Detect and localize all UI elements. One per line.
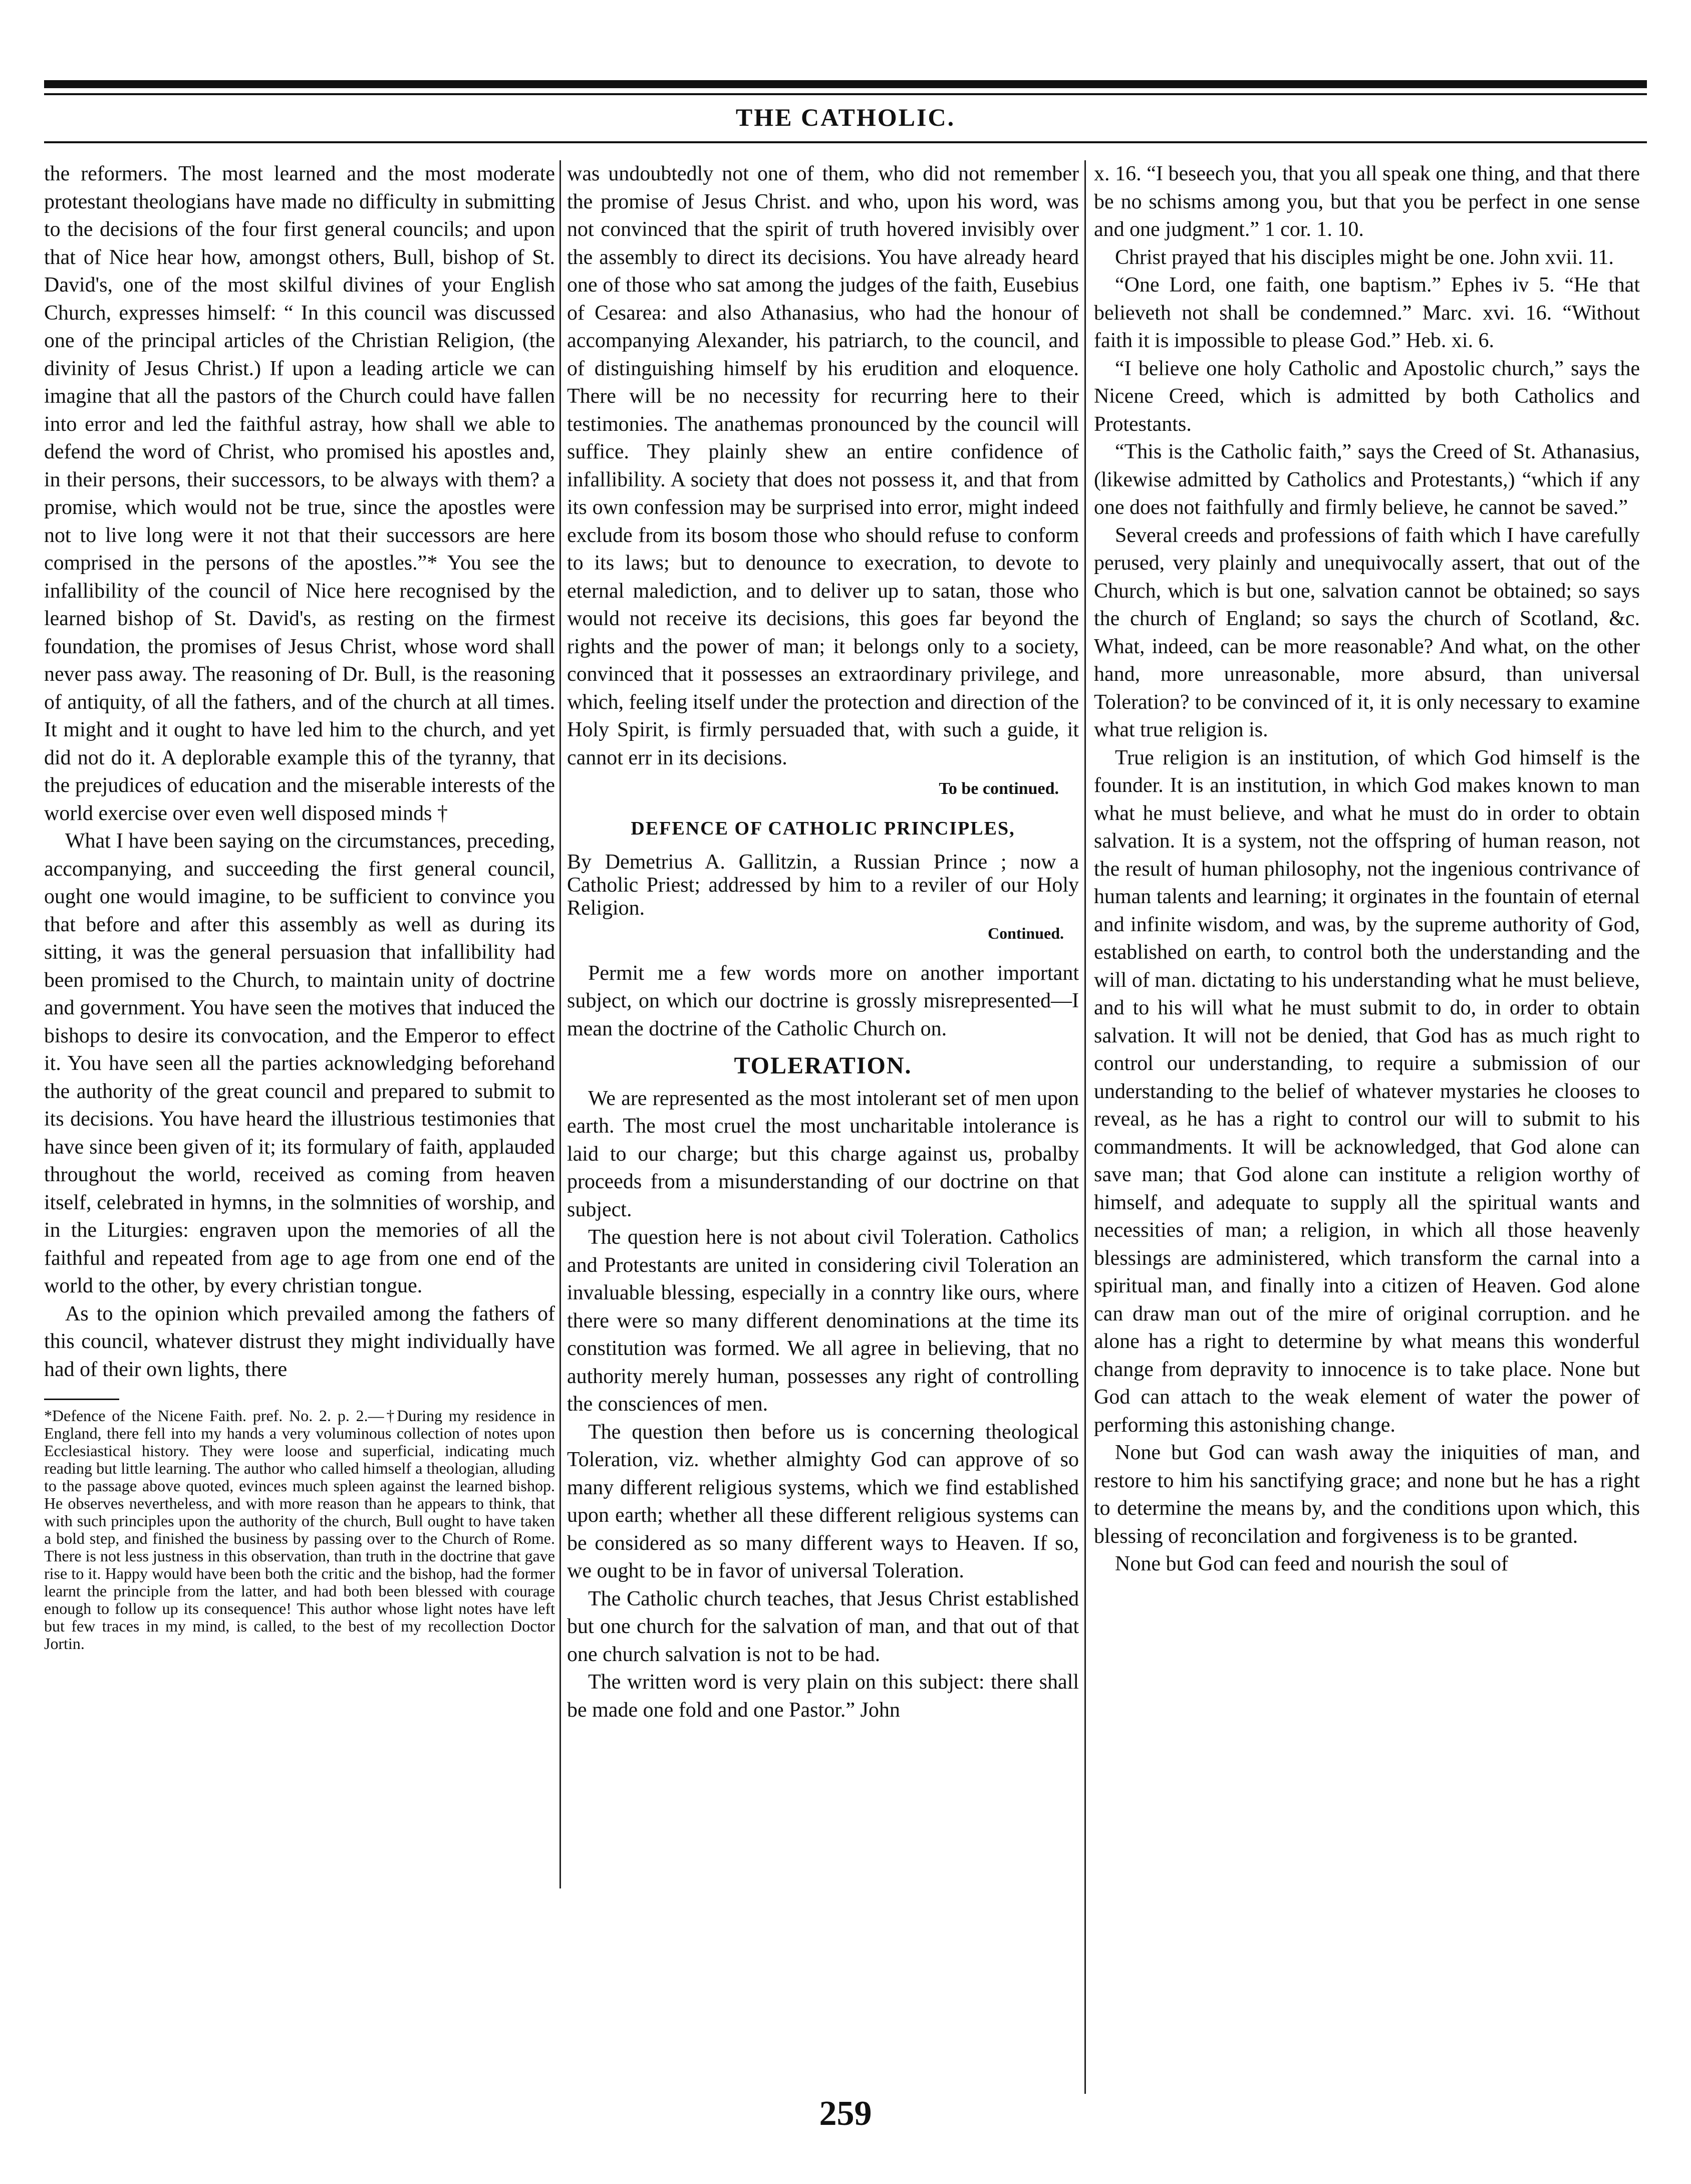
column-divider-2 (1084, 160, 1086, 2094)
article-byline: By Demetrius A. Gallitzin, a Russian Prince ; now a Catholic Priest; addressed by him to a reviler of our Holy Religion. (567, 851, 1079, 920)
col3-paragraph: None but God can wash away the iniquities of man, and restore to him his sanctifying grace; and none but he has a right to determine the means by, and the conditions upon which, this blessing of reconcilation and forgiveness is to be granted. (1094, 1441, 1640, 1548)
article-title: DEFENCE OF CATHOLIC PRINCIPLES, (631, 817, 1015, 839)
col3-paragraph: True religion is an institution, of which God himself is the founder. It is an institution, in which God makes known to man what he must believe, and what he must do in order to obtain salvation. It is a system, not the offspring of human reason, not the result of human philosophy, not the ingenious contrivance of human talents and learning; it orginates in the fountain of eternal and infinite wisdom, and was, by the supreme authority of God, established on earth, to control both the understanding and the will of man. dictating to his understanding what he must believe, and to his will what he must submit to do, in order to obtain salvation. It will not be denied, that God has as much right to control our understanding, to require a submission of our understanding to the belief of whatever mystaries he clooses to reveal, as he has a right to control our will to submit to his commandments. It will be acknowledged, that God alone can save man; that God alone can institute a religion worthy of himself, and adequate to supply all the spiritual wants and necessities of man; a religion, in which all those heavenly blessings are administered, which transform the carnal into a spiritual man, and finally into a citizen of Heaven. God alone can draw man out of the mire of original corruption. and he alone has a right to determine by what means this wonderful change from depravity to innocence is to take place. None but God can attach to the weak element of water the power of performing this astonishing change. (1094, 746, 1640, 1437)
masthead: THE CATHOLIC. (735, 103, 956, 131)
footnote: *Defence of the Nicene Faith. pref. No. 2. p. 2.—†During my residence in England, there fell into my hands a very voluminous collection of notes upon Ecclesiastical history. They were loose and superficial, indicating much reading but little learning. The author who called himself a theologian, alluding to the passage above quoted, evinces much spleen against the learned bishop. He observes nevertheless, and with more reason than he appears to think, that with such principles upon the authority of the church, Bull ought to have taken a bold step, and finished the business by passing over to the Church of Rome. There is not less justness in this observation, than truth in the doctrine that gave rise to it. Happy would have been both the critic and the bishop, had the former learnt the principle from the latter, and had both been blessed with courage enough to follow up its consequence! This author whose light notes have left but few traces in my mind, is called, to the best of my recollection Doctor Jortin. (44, 1407, 555, 1653)
to-be-continued: To be continued. (939, 779, 1059, 798)
top-rule-thin (44, 93, 1647, 95)
column-2 (567, 160, 1079, 2114)
section-title: TOLERATION. (734, 1052, 912, 1079)
col3-paragraph: “One Lord, one faith, one baptism.” Ephes iv 5. “He that believeth not shall be condemned.” Marc. xvi. 16. “Without faith it is impossible to please God.” Heb. xi. 6. (1094, 274, 1640, 352)
col2-paragraph: Permit me a few words more on another important subject, on which our doctrine is grossly misrepresented—I mean the doctrine of the Catholic Church on. (567, 961, 1079, 1040)
col3-paragraph: “This is the Catholic faith,” says the Creed of St. Athanasius, (likewise admitted by Catholics and Protestants,) “which if any one does not faithfully and firmly believe, he cannot be saved.” (1094, 440, 1640, 519)
column-divider-1 (559, 160, 561, 1888)
col3-paragraph: Several creeds and professions of faith which I have carefully perused, very plainly and unequivocally assert, that out of the Church, which is but one, salvation cannot be obtained; so says the church of England; so says the church of Scotland, &c. What, indeed, can be more reasonable? And what, on the other hand, more unreasonable, more absurd, than universal Toleration? to be convinced of it, it is only necessary to examine what true religion is. (1094, 523, 1640, 741)
col1-paragraph: What I have been saying on the circumstances, preceding, accompanying, and succeeding the first general council, ought one would imagine, to be sufficient to convince you that before and after this assembly as well as during its sitting, it was the general persuasion that infallibility had been promised to the Church, to maintain unity of doctrine and government. You have seen the motives that induced the bishops to desire its convocation, and the Emperor to effect it. You have seen all the parties acknowledging beforehand the authority of the great council and prepared to submit to its decisions. You have heard the illustrious testimonies that have since been given of it; its formulary of faith, applauded throughout the world, received as coming from heaven itself, celebrated in hymns, in the solmnities of worship, and in the Liturgies: engraven upon the memories of all the faithful and repeated from age to age from one end of the world to the other, by every christian tongue. (44, 830, 555, 1297)
footnote-rule (44, 1399, 119, 1400)
col2-paragraph: was undoubtedly not one of them, who did not remember the promise of Jesus Christ. and who, upon his word, was not convinced that the spirit of truth hovered invisibly over the assembly to direct its decisions. You have already heard one of those who sat among the judges of the faith, Eusebius of Cesarea: and also Athanasius, who had the honour of accompanying Alexander, his patriarch, to the council, and of distinguishing himself by his erudition and eloquence. There will be no necessity for recurring here to their testimonies. The anathemas pronounced by the council will suffice. They plainly shew an entire confidence of infallibility. A society that does not possess it, and that from its own confession may be surprised into error, might indeed exclude from its bosom those who should refuse to conform to its laws; but to denounce to execration, to devote to eternal malediction, and to deliver up to satan, those who would not receive its decisions, this goes far beyond the rights and the power of man; it belongs only to a society, convinced that it possesses an extraordinary privilege, and which, feeling itself under the protection and direction of the Holy Spirit, is firmly persuaded that, with such a guide, it cannot err in its decisions. (567, 162, 1079, 769)
col1-paragraph: As to the opinion which prevailed among the fathers of this council, whatever distrust they might individually have had of their own lights, there (44, 1302, 555, 1381)
col3-paragraph: None but God can feed and nourish the soul of (1115, 1552, 1508, 1575)
column-3 (1094, 160, 1640, 2114)
col2-paragraph: The Catholic church teaches, that Jesus Christ established but one church for the salvation of man, and that out of that one church salvation is not to be had. (567, 1587, 1079, 1666)
col2-paragraph: The question then before us is concerning theological Toleration, viz. whether almighty God can approve of so many different religious systems, which we find established upon earth; whether all these different religious systems can be considered as so many different ways to Heaven. If so, we ought to be in favor of universal Toleration. (567, 1420, 1079, 1582)
col1-paragraph: the reformers. The most learned and the most moderate protestant theologians have made no difficulty in submitting to the decisions of the four first general councils; and upon that of Nice hear how, amongst others, Bull, bishop of St. David's, one of the most skilful divines of your English Church, expresses himself: “ In this council was discussed one of the principal articles of the Christian Religion, (the divinity of Jesus Christ.) If upon a leading article we can imagine that all the pastors of the Church could have fallen into error and led the faithful astray, how shall we able to defend the word of Christ, who promised his apostles and, in their persons, their successors, to be always with them? a promise, which would not be true, since the apostles were not to live long were it not that their successors are here comprised in the persons of the apostles.”* You see the infallibility of the council of Nice here recognised by the learned bishop of St. David's, as resting on the firmest foundation, the promises of Jesus Christ, whose word shall never pass away. The reasoning of Dr. Bull, is the reasoning of antiquity, of all the fathers, and of the church at all times. It might and it ought to have led him to the church, and yet did not do it. A deplorable example this of the tyranny, that the prejudices of education and the miserable interests of the world exercise over even well disposed minds † (44, 162, 555, 825)
page-number: 259 (819, 2094, 872, 2133)
column-1 (44, 160, 555, 2114)
continued-label: Continued. (987, 924, 1064, 942)
top-rule-thick (44, 80, 1647, 88)
col2-paragraph: We are represented as the most intolerant set of men upon earth. The most cruel the most uncharitable intolerance is laid to our charge; but this charge against us, probalby proceeds from a misunderstanding of our doctrine on that subject. (567, 1086, 1079, 1221)
header-rule (44, 141, 1647, 143)
col3-paragraph: x. 16. “I beseech you, that you all speak one thing, and that there be no schisms among you, but that you be perfect in one sense and one judgment.” 1 cor. 1. 10. (1094, 162, 1640, 241)
col2-paragraph: The question here is not about civil Toleration. Catholics and Protestants are united in considering civil Toleration an invaluable blessing, especially in a conntry like ours, where there were so many different denominations at the time its constitution was formed. We all agree in believing, that no authority merely human, possesses any right of controlling the consciences of men. (567, 1226, 1079, 1416)
col3-paragraph: Christ prayed that his disciples might be one. John xvii. 11. (1115, 245, 1614, 269)
col2-paragraph: The written word is very plain on this subject: there shall be made one fold and one Pastor.” John (567, 1671, 1079, 1722)
col3-paragraph: “I believe one holy Catholic and Apostolic church,” says the Nicene Creed, which is admitted by both Catholics and Protestants. (1094, 357, 1640, 436)
